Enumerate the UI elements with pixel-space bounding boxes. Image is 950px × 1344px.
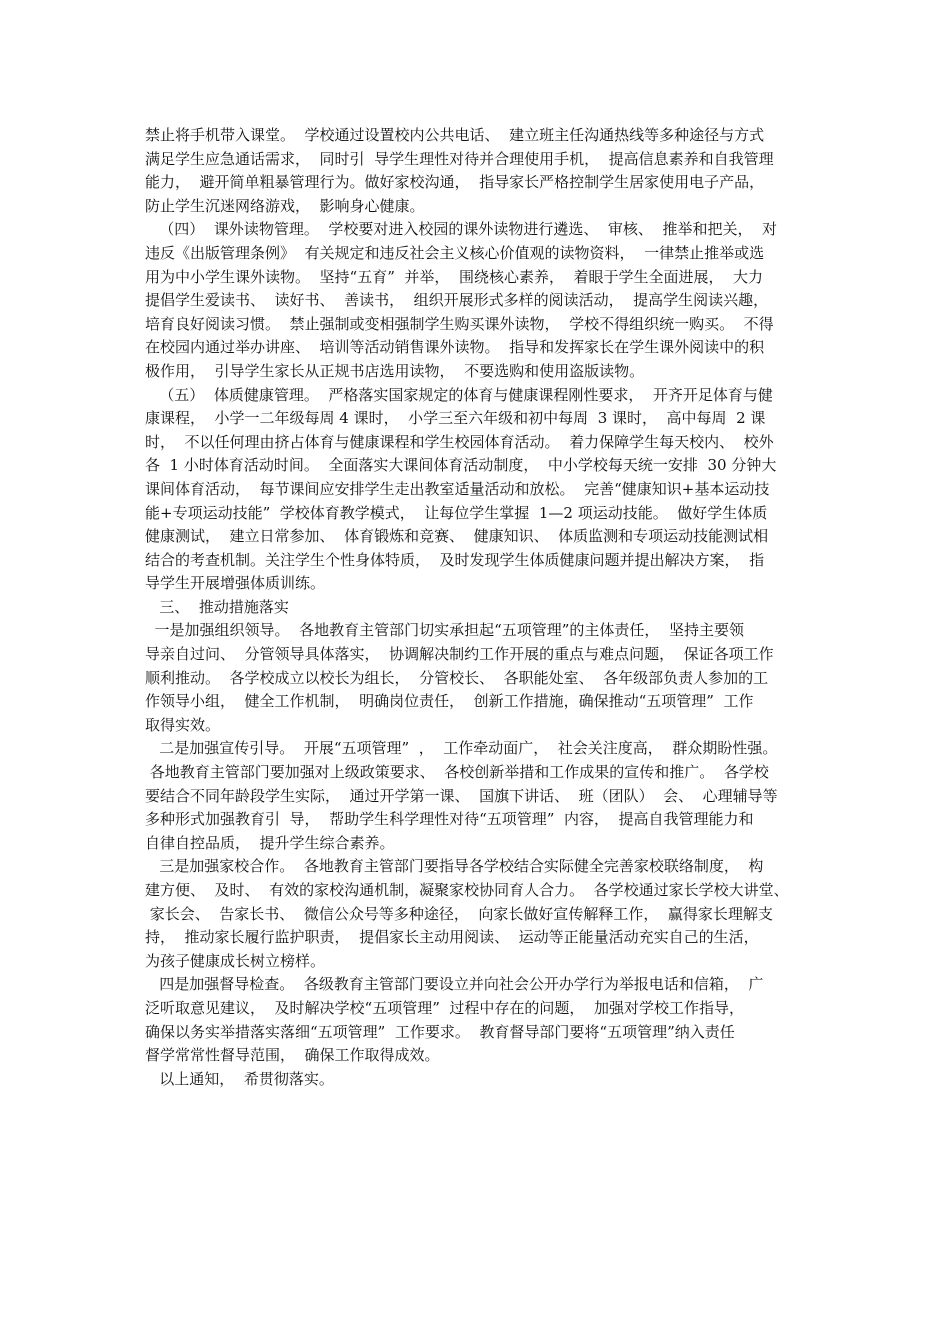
text-line: 取得实效。 — [145, 715, 221, 734]
text-line: 导亲自过问、 分管领导具体落实， 协调解决制约工作开展的重点与难点问题， 保证各项工作 — [145, 645, 774, 664]
text-line: 自律自控品质， 提升学生综合素养。 — [145, 833, 395, 852]
text-line: 课间体育活动， 每节课间应安排学生走出教室适量活动和放松。 完善“健康知识+基本运动技 — [145, 479, 770, 498]
text-line: 多种形式加强教育引 导， 帮助学生科学理性对待“五项管理” 内容， 提高自我管理能力和 — [145, 810, 754, 829]
text-line: 培育良好阅读习惯。 禁止强制或变相强制学生购买课外读物， 学校不得组织统一购买。 不得 — [145, 314, 774, 333]
text-line: 提倡学生爱读书、 读好书、 善读书， 组织开展形式多样的阅读活动， 提高学生阅读兴趣， — [145, 291, 769, 310]
text-line: 作领导小组， 健全工作机制， 明确岗位责任， 创新工作措施，确保推动“五项管理” 工作 — [145, 692, 754, 711]
text-line: （四） 课外读物管理。 学校要对进入校园的课外读物进行遴选、 审核、 推举和把关， 对 — [145, 220, 777, 239]
text-line: 满足学生应急通话需求， 同时引 导学生理性对待并合理使用手机， 提高信息素养和自我管理 — [145, 149, 774, 168]
document-page — [145, 124, 825, 1091]
text-line: 建方便、 及时、 有效的家校沟通机制，凝聚家校协同育人合力。 各学校通过家长学校大讲堂、 — [145, 881, 789, 899]
text-line: 能力， 避开简单粗暴管理行为。做好家校沟通， 指导家长严格控制学生居家使用电子产品， — [145, 173, 765, 192]
text-line: 三是加强家校合作。 各地教育主管部门要指导各学校结合实际健全完善家校联络制度， 构 — [145, 857, 764, 876]
text-line: 要结合不同年龄段学生实际， 通过开学第一课、 国旗下讲话、 班（团队） 会、 心理辅导等 — [145, 786, 778, 805]
text-line: 三、 推动措施落实 — [145, 597, 289, 616]
text-line: 能+专项运动技能” 学校体育教学模式， 让每位学生掌握 1—2 项运动技能。 做好学生体质 — [145, 503, 768, 522]
text-line: 持， 推动家长履行监护职责， 提倡家长主动用阅读、 运动等正能量活动充实自己的生活， — [145, 928, 759, 947]
text-line: 在校园内通过举办讲座、 培训等活动销售课外读物。 指导和发挥家长在学生课外阅读中的积 — [145, 338, 765, 357]
text-line: 各地教育主管部门要加强对上级政策要求、 各校创新举措和工作成果的宣传和推广。 各学校 — [145, 763, 769, 782]
text-line: 康课程， 小学一二年级每周 4 课时， 小学三至六年级和初中每周 3 课时， 高中每周 2 课 — [145, 409, 766, 428]
text-line: 防止学生沉迷网络游戏， 影响身心健康。 — [145, 196, 425, 215]
text-line: 时， 不以任何理由挤占体育与健康课程和学生校园体育活动。 着力保障学生每天校内、 校外 — [145, 432, 774, 451]
text-line: 用为中小学生课外读物。 坚持“五育” 并举， 围绕核心素养， 着眼于学生全面进展， 大力 — [145, 267, 764, 286]
text-line: 顺利推动。 各学校成立以校长为组长， 分管校长、 各职能处室、 各年级部负责人参加的工 — [145, 668, 769, 687]
text-line: 一是加强组织领导。 各地教育主管部门切实承担起“五项管理”的主体责任， 坚持主要领 — [145, 621, 744, 640]
text-line: 确保以务实举措落实落细“五项管理” 工作要求。 教育督导部门要将“五项管理”纳入责任 — [145, 1022, 735, 1041]
text-line: 各 1 小时体育活动时间。 全面落实大课间体育活动制度， 中小学校每天统一安排 30 分钟大 — [145, 456, 777, 475]
text-line: 禁止将手机带入课堂。 学校通过设置校内公共电话、 建立班主任沟通热线等多种途径与方式 — [145, 126, 765, 144]
text-line: 健康测试， 建立日常参加、 体育锻炼和竞赛、 健康知识、 体质监测和专项运动技能测试相 — [145, 527, 769, 546]
text-line: 四是加强督导检查。 各级教育主管部门要设立并向社会公开办学行为举报电话和信箱， 广 — [145, 975, 764, 994]
text-line: 违反《出版管理条例》 有关规定和违反社会主义核心价值观的读物资料， 一律禁止推举或选 — [145, 243, 765, 262]
text-line: （五） 体质健康管理。 严格落实国家规定的体育与健康课程刚性要求， 开齐开足体育与健 — [145, 385, 773, 404]
text-line: 极作用， 引导学生家长从正规书店选用读物， 不要选购和使用盗版读物。 — [145, 361, 645, 380]
text-line: 泛听取意见建议， 及时解决学校“五项管理” 过程中存在的问题， 加强对学校工作指导， — [145, 998, 744, 1017]
text-line: 家长会、 告家长书、 微信公众号等多种途径， 向家长做好宣传解释工作， 赢得家长理解支 — [145, 904, 773, 923]
text-line: 二是加强宣传引导。 开展“五项管理” ， 工作牵动面广， 社会关注度高， 群众期盼性强。 — [145, 739, 778, 758]
text-line: 结合的考查机制。关注学生个性身体特质， 及时发现学生体质健康问题并提出解决方案， 指 — [145, 550, 765, 569]
text-line: 为孩子健康成长树立榜样。 — [145, 951, 326, 970]
text-line: 导学生开展增强体质训练。 — [145, 574, 326, 593]
text-line: 以上通知， 希贯彻落实。 — [145, 1069, 334, 1088]
text-line: 督学常常性督导范围， 确保工作取得成效。 — [145, 1046, 440, 1065]
